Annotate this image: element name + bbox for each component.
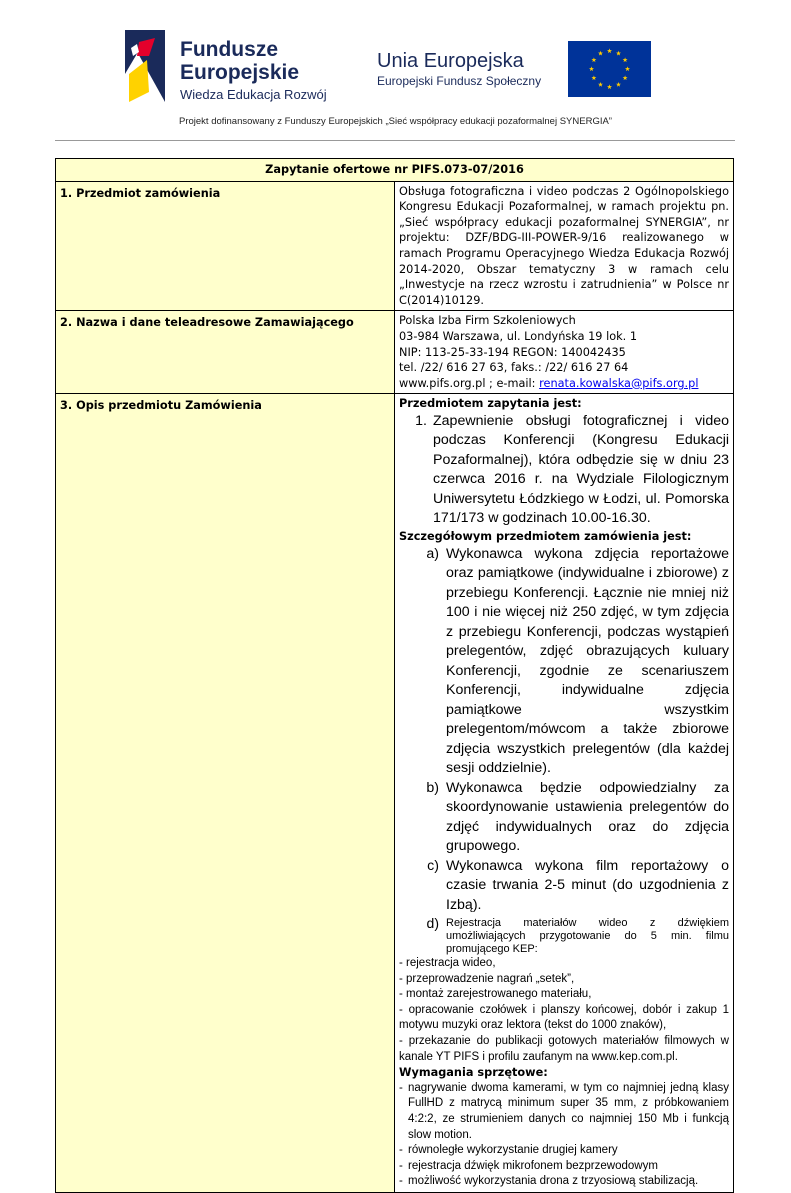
- list-item-text: Wykonawca wykona zdjęcia reportażowe oraz pamiątkowe (indywidualne i zbiorowe) z przebiegu Konferencji. Łącznie nie mniej niż 100 i nie więcej niż 250 zdjęć, w tym zdjęcia z przebiegu Konferencji, podczas wystąpień prelegentów, zdjęć obrazujących kuluary Konferencji, zgodnie ze scenariuszem Konferencji, indywidualne zdjęcia pamiątkowe wszystkim prelegentom/mówcom a także zbiorowe zdjęcia wszystkich prelegentów (dla każdej sesji oddzielnie).: [446, 545, 729, 776]
- unia-europejska-wordmark: [377, 50, 541, 90]
- list-item: [399, 915, 729, 956]
- list-item-letter: a): [426, 545, 439, 562]
- list-item-text: Zapewnienie obsługi fotograficznej i video podczas Konferencji (Kongresu Edukacji Pozaformalnej), która odbędzie się w dniu 23 czerwca 2016 r. na Wydziale Filologicznym Uniwersytetu Łódzkiego w Łodzi, ul. Pomorska 171/173 w godzinach 10.00-16.30.: [433, 412, 729, 527]
- list-item: - rejestracja dźwięk mikrofonem bezprzewodowym: [399, 1159, 729, 1175]
- subject-description: Obsługa fotograficzna i video podczas 2 Ogólnopolskiego Kongresu Edukacji Pozaformalnej, w ramach projektu pn. „Sieć współpracy edukacji pozaformalnej SYNERGIA”, nr projektu: DZF/BDG-III-POWER-9/16 realizowanego w ramach Programu Operacyjnego Wiedza Edukacja Rozwój 2014-2020, Obszar tematyczny 3 w ramach celu „Inwestycje na rzecz wzrostu i zatrudnienia” w Polsce nr C(2014)10129.: [395, 181, 734, 311]
- project-tagline: Projekt dofinansowany z Funduszy Europejskich „Sieć współpracy edukacji pozaformalnej SYNERGIA”: [179, 116, 612, 127]
- row-label-contractor: 2. Nazwa i dane teleadresowe Zamawiającego: [56, 311, 395, 394]
- equipment-heading: Wymagania sprzętowe:: [399, 1066, 548, 1080]
- list-item: - rejestracja wideo,: [399, 957, 496, 969]
- fe-wordmark-line-1: Fundusze: [180, 38, 278, 61]
- list-item: - przeprowadzenie nagrań „setek”,: [399, 972, 575, 985]
- contractor-address: 03-984 Warszawa, ul. Londyńska 19 lok. 1: [399, 329, 638, 343]
- contractor-name: Polska Izba Firm Szkoleniowych: [399, 314, 576, 328]
- contractor-tax-ids: NIP: 113-25-33-194 REGON: 140042435: [399, 345, 626, 359]
- list-item-number: 1.: [415, 412, 427, 429]
- list-item: [399, 779, 729, 857]
- list-item: - montaż zarejestrowanego materiału,: [399, 988, 592, 1001]
- list-item-text: możliwość wykorzystania drona z trzyosiową stabilizacją.: [408, 1175, 699, 1188]
- list-item-text: Rejestracja materiałów wideo z dźwiękiem umożliwiających przygotowanie do 5 min. filmu promującego KEP:: [446, 917, 729, 955]
- order-description: [395, 394, 734, 1193]
- list-item: - równoległe wykorzystanie drugiej kamery: [399, 1143, 729, 1159]
- list-item: - przekazanie do publikacji gotowych materiałów filmowych w kanale YT PIFS i profilu zaufanym na www.kep.com.pl.: [399, 1034, 729, 1063]
- fe-wordmark-line-2: Europejskie: [180, 61, 300, 84]
- eu-flag-icon: [568, 41, 651, 97]
- list-item-text: nagrywanie dwoma kamerami, w tym co najmniej jedną klasy FullHD z matrycą minimum super 35 mm, z próbkowaniem 4:2:2, ze strumieniem danych co najmniej 150 Mb i funkcją slow motion.: [408, 1081, 729, 1141]
- table-row: [56, 394, 734, 1193]
- subject-heading: Przedmiotem zapytania jest:: [399, 397, 582, 411]
- fundusze-europejskie-logo-icon: [125, 30, 165, 102]
- contractor-phone: tel. /22/ 616 27 63, faks.: /22/ 616 27 64: [399, 361, 629, 375]
- header-divider: [55, 140, 735, 141]
- fe-wordmark-line-3: Wiedza Edukacja Rozwój: [180, 87, 327, 102]
- list-item: - nagrywanie dwoma kamerami, w tym co najmniej jedną klasy FullHD z matrycą minimum super 35 mm, z próbkowaniem 4:2:2, ze strumieniem danych co najmniej 150 Mb i funkcją slow motion.: [399, 1081, 729, 1143]
- row-label-description: 3. Opis przedmiotu Zamówienia: [56, 394, 395, 1193]
- ue-wordmark-line-2: Europejski Fundusz Społeczny: [377, 74, 542, 88]
- list-item-text: rejestracja dźwięk mikrofonem bezprzewodowym: [408, 1159, 658, 1172]
- contractor-details: [395, 311, 734, 394]
- list-item-text: Wykonawca wykona film reportażowy o czasie trwania 2-5 minut (do uzgodnienia z Izbą).: [446, 857, 729, 913]
- list-item-letter: b): [426, 779, 439, 796]
- contractor-web-email: [399, 376, 729, 392]
- list-item-letter: d): [426, 915, 439, 931]
- list-item: - możliwość wykorzystania drona z trzyosiową stabilizacją.: [399, 1174, 729, 1190]
- fundusze-europejskie-wordmark: [180, 38, 327, 104]
- page-header: [0, 0, 791, 140]
- list-item: [399, 412, 729, 529]
- table-row: [56, 311, 734, 394]
- list-item-text: równoległe wykorzystanie drugiej kamery: [408, 1144, 618, 1157]
- table-title-row: [56, 159, 734, 182]
- offer-request-table: [55, 158, 734, 1193]
- contractor-website: www.pifs.org.pl ; e-mail:: [399, 376, 540, 390]
- list-item: - opracowanie czołówek i planszy końcowej, dobór i zakup 1 motywu muzyki oraz lektora (tekst do 1000 znaków),: [399, 1003, 729, 1032]
- row-label-subject: 1. Przedmiot zamówienia: [56, 181, 395, 311]
- list-item-text: Wykonawca będzie odpowiedzialny za skoordynowanie ustawienia prelegentów do zdjęć indywidualnych oraz do zdjęcia grupowego.: [446, 779, 729, 854]
- list-item: [399, 545, 729, 779]
- list-item: [399, 857, 729, 916]
- table-row: [56, 181, 734, 311]
- list-item-letter: c): [427, 857, 439, 874]
- ue-wordmark-line-1: Unia Europejska: [377, 50, 524, 72]
- detailed-heading: Szczegółowym przedmiotem zamówienia jest:: [399, 529, 692, 543]
- document-title: Zapytanie ofertowe nr PIFS.073-07/2016: [56, 159, 734, 182]
- contractor-email-link[interactable]: renata.kowalska@pifs.org.pl: [539, 376, 699, 390]
